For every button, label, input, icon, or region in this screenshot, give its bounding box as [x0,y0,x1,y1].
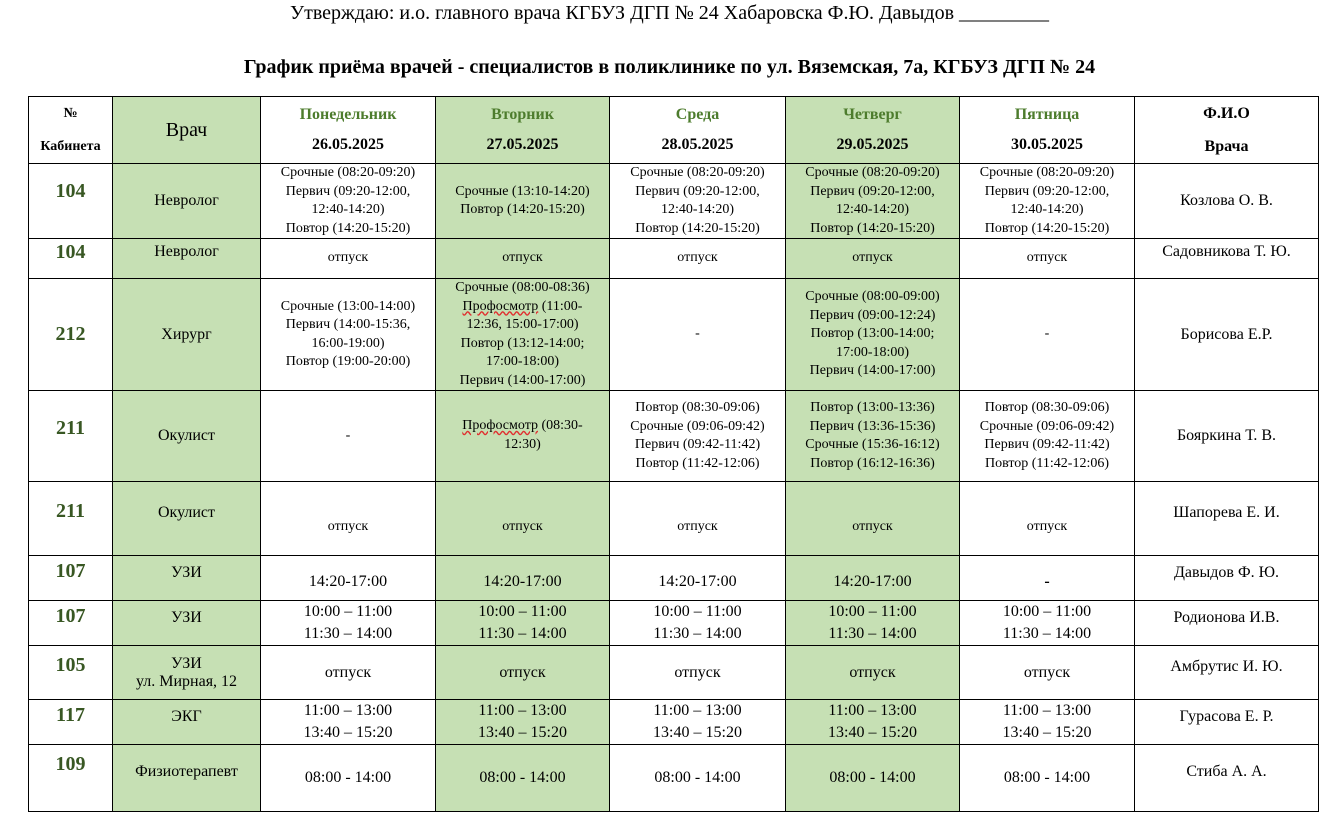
doctor-name: Бояркина Т. В. [1135,391,1319,482]
header-day-tue [436,97,610,164]
table-row [29,556,1319,601]
header-day-mon [261,97,436,164]
header-day-wed [610,97,786,164]
slot-line: Первич (09:42-11:42) [984,437,1110,452]
day-name: Пятница [1014,106,1080,123]
slot-line: 10:00 – 11:00 [1002,603,1092,620]
schedule-cell: отпуск [436,239,610,279]
schedule-cell [610,601,786,646]
slot-line: 11:00 – 13:00 [1002,702,1092,719]
schedule-cell: - [610,279,786,391]
day-name: Четверг [843,106,902,123]
slot-line: Повтор (16:12-16:36) [810,455,935,471]
schedule-cell: отпуск [436,646,610,700]
doctor-name: Шапорева Е. И. [1135,482,1319,556]
schedule-cell [960,601,1135,646]
schedule-cell [436,164,610,239]
schedule-cell: отпуск [960,239,1135,279]
slot-line: 11:30 – 14:00 [828,625,917,642]
slot-line: Срочные (09:06-09:42) [979,418,1115,434]
cabinet-number: 104 [29,239,113,279]
slot-line: Срочные (08:20-09:20) [630,165,765,180]
schedule-cell [786,391,960,482]
slot-line: 12:40-14:20) [311,202,385,217]
schedule-cell: отпуск [610,482,786,556]
schedule-cell [261,279,436,391]
slot-text: (08:30- [538,418,583,433]
page-title: График приёма врачей - специалистов в поликлинике по ул. Вяземская, 7а, КГБУЗ ДГП № 24 [243,56,1096,78]
slot-line: 10:00 – 11:00 [478,603,567,620]
cabinet-number: 105 [29,646,113,700]
slot-line: 10:00 – 11:00 [653,603,742,620]
schedule-cell [436,391,610,482]
slot-line: 11:00 – 13:00 [303,702,393,719]
day-date: 29.05.2025 [836,136,909,153]
slot-line: 13:40 – 15:20 [478,724,567,741]
specialty: ЭКГ [113,700,261,745]
table-row [29,700,1319,745]
slot-line: 10:00 – 11:00 [303,603,393,620]
slot-line: Срочные (08:20-09:20) [280,165,416,180]
slot-line: Срочные (08:00-09:00) [805,289,940,305]
slot-line: Срочные (09:06-09:42) [630,418,765,434]
header-fio [1135,97,1319,164]
specialty: Окулист [113,391,261,482]
day-date: 26.05.2025 [312,136,384,153]
schedule-cell: отпуск [960,646,1135,700]
slot-line: Срочные (08:20-09:20) [979,165,1115,180]
specialty: Окулист [113,482,261,556]
slot-line: 12:36, 15:00-17:00) [466,317,579,332]
slot-line: 13:40 – 15:20 [828,724,917,741]
schedule-cell: отпуск [786,239,960,279]
slot-line: 13:40 – 15:20 [653,724,742,741]
slot-line: Срочные (13:10-14:20) [455,183,590,199]
table-row [29,745,1319,812]
schedule-cell: отпуск [960,482,1135,556]
specialty: Невролог [113,164,261,239]
schedule-cell: - [960,279,1135,391]
schedule-cell: 14:20-17:00 [261,556,436,601]
schedule-cell: отпуск [786,482,960,556]
slot-line: 12:40-14:20) [835,202,910,217]
doctor-name: Родионова И.В. [1135,601,1319,646]
doctor-name: Козлова О. В. [1135,164,1319,239]
slot-line: Срочные (08:20-09:20) [805,165,940,180]
schedule-cell: отпуск [436,482,610,556]
slot-line: 11:00 – 13:00 [828,702,917,719]
header-cabinet-line2: Кабинета [40,139,101,154]
specialty: Физиотерапевт [113,745,261,812]
slot-line: Первич (09:20-12:00, [810,183,935,199]
header-day-thu [786,97,960,164]
slot-line: Первич (09:00-12:24) [809,307,936,323]
schedule-cell [610,391,786,482]
slot-line: 11:30 – 14:00 [478,625,567,642]
schedule-cell: отпуск [610,239,786,279]
schedule-cell: 14:20-17:00 [610,556,786,601]
slot-line: 11:30 – 14:00 [1002,625,1092,642]
slot-line: 13:40 – 15:20 [303,724,393,741]
schedule-cell [436,279,610,391]
slot-line: Первич (09:20-12:00, [635,183,760,199]
schedule-cell: отпуск [261,646,436,700]
schedule-cell: - [960,556,1135,601]
schedule-cell [610,164,786,239]
slot-line: 12:40-14:20) [1010,202,1084,217]
slot-line: Повтор (11:42-12:06) [984,455,1110,471]
slot-line: Срочные (15:36-16:12) [805,437,940,452]
specialty: Невролог [113,239,261,279]
doctor-name: Садовникова Т. Ю. [1135,239,1319,279]
schedule-cell: отпуск [261,239,436,279]
schedule-cell: отпуск [610,646,786,700]
header-day-fri [960,97,1135,164]
slot-line: 12:40-14:20) [660,202,735,217]
specialty-address: ул. Мирная, 12 [135,672,238,690]
table-row [29,482,1319,556]
slot-line: Повтор (14:20-15:20) [285,220,411,236]
table-row [29,646,1319,700]
slot-line: 12:30) [504,436,541,452]
header-row [29,97,1319,164]
slot-line: Повтор (11:42-12:06) [635,455,760,471]
schedule-cell [960,391,1135,482]
schedule-cell [261,601,436,646]
slot-line: Повтор (14:20-15:20) [460,202,585,217]
schedule-cell [786,601,960,646]
schedule-cell [786,164,960,239]
slot-line: Повтор (14:20-15:20) [810,220,935,236]
doctor-name: Стиба А. А. [1135,745,1319,812]
slot-line: Срочные (13:00-14:00) [280,298,416,314]
slot-line: Первич (13:36-15:36) [809,418,936,434]
slot-line: Повтор (13:12-14:00; [460,335,585,351]
header-cabinet [29,97,113,164]
schedule-cell [436,601,610,646]
specialty: Хирург [113,279,261,391]
specialty: УЗИ [113,601,261,646]
approval-line: Утверждаю: и.о. главного врача КГБУЗ ДГП № 24 Хабаровска Ф.Ю. Давыдов _________ [289,2,1050,24]
slot-line: Первич (14:00-17:00) [809,363,936,379]
day-name: Понедельник [299,106,397,123]
schedule-cell: 08:00 - 14:00 [610,745,786,812]
slot-line: 13:40 – 15:20 [1002,724,1092,741]
slot-line: Повтор (08:30-09:06) [984,400,1110,415]
table-row [29,601,1319,646]
schedule-cell: - [261,391,436,482]
day-date: 28.05.2025 [661,136,734,153]
slot-line: 10:00 – 11:00 [828,603,917,620]
profosmotr-word: Профосмотр [462,418,538,433]
schedule-cell [610,700,786,745]
cabinet-number: 212 [29,279,113,391]
day-date: 30.05.2025 [1011,136,1083,153]
slot-line: 17:00-18:00) [835,344,910,360]
slot-line: 17:00-18:00) [485,354,560,369]
schedule-cell: 08:00 - 14:00 [786,745,960,812]
table-row [29,239,1319,279]
slot-text: (11:00- [538,298,583,314]
schedule-cell: 08:00 - 14:00 [436,745,610,812]
schedule-cell [261,700,436,745]
slot-line: Повтор (13:00-13:36) [810,400,935,415]
slot-line [438,298,607,317]
slot-line: Повтор (19:00-20:00) [285,354,411,369]
specialty-line: УЗИ [171,654,202,672]
specialty: УЗИ [113,556,261,601]
slot-line: Повтор (14:20-15:20) [635,220,760,236]
specialty [113,646,261,700]
day-name: Вторник [491,106,554,123]
schedule-cell [786,279,960,391]
doctor-name: Амбрутис И. Ю. [1135,646,1319,700]
day-name: Среда [675,106,720,123]
slot-line: Первич (14:00-17:00) [459,372,586,388]
schedule-cell: 08:00 - 14:00 [261,745,436,812]
header-fio-line1: Ф.И.О [1203,105,1250,122]
header-cabinet-line1: № [63,106,78,121]
cabinet-number: 107 [29,601,113,646]
cabinet-number: 117 [29,700,113,745]
cabinet-number: 211 [29,391,113,482]
schedule-cell [960,700,1135,745]
schedule-cell: 08:00 - 14:00 [960,745,1135,812]
schedule-cell [786,700,960,745]
schedule-cell: отпуск [261,482,436,556]
table-row [29,164,1319,239]
slot-line: Первич (09:20-12:00, [984,183,1110,199]
header-fio-line2: Врача [1204,138,1249,155]
day-date: 27.05.2025 [486,136,559,153]
slot-line: 16:00-19:00) [311,335,385,351]
slot-line: 11:00 – 13:00 [478,702,567,719]
cabinet-number: 109 [29,745,113,812]
schedule-cell [960,164,1135,239]
cabinet-number: 107 [29,556,113,601]
slot-line: 11:00 – 13:00 [653,702,742,719]
slot-line: 11:30 – 14:00 [653,625,742,642]
table-row [29,279,1319,391]
slot-line: Повтор (08:30-09:06) [635,400,760,415]
slot-line [438,417,607,436]
slot-line: Первич (09:20-12:00, [285,183,411,199]
slot-line: Первич (14:00-15:36, [285,317,411,332]
cabinet-number: 211 [29,482,113,556]
doctor-name: Борисова Е.Р. [1135,279,1319,391]
schedule-cell: 14:20-17:00 [436,556,610,601]
schedule-cell: отпуск [786,646,960,700]
profosmotr-word: Профосмотр [462,298,539,314]
schedule-cell [436,700,610,745]
doctor-name: Давыдов Ф. Ю. [1135,556,1319,601]
cabinet-number: 104 [29,164,113,239]
slot-line: Повтор (14:20-15:20) [984,220,1110,236]
schedule-cell [261,164,436,239]
slot-line: Срочные (08:00-08:36) [455,280,590,295]
slot-line: Первич (09:42-11:42) [634,437,761,452]
schedule-table [28,96,1319,812]
header-doctor: Врач [113,97,261,164]
table-row [29,391,1319,482]
doctor-name: Гурасова Е. Р. [1135,700,1319,745]
schedule-cell: 14:20-17:00 [786,556,960,601]
slot-line: 11:30 – 14:00 [303,625,393,642]
slot-line: Повтор (13:00-14:00; [810,326,935,342]
